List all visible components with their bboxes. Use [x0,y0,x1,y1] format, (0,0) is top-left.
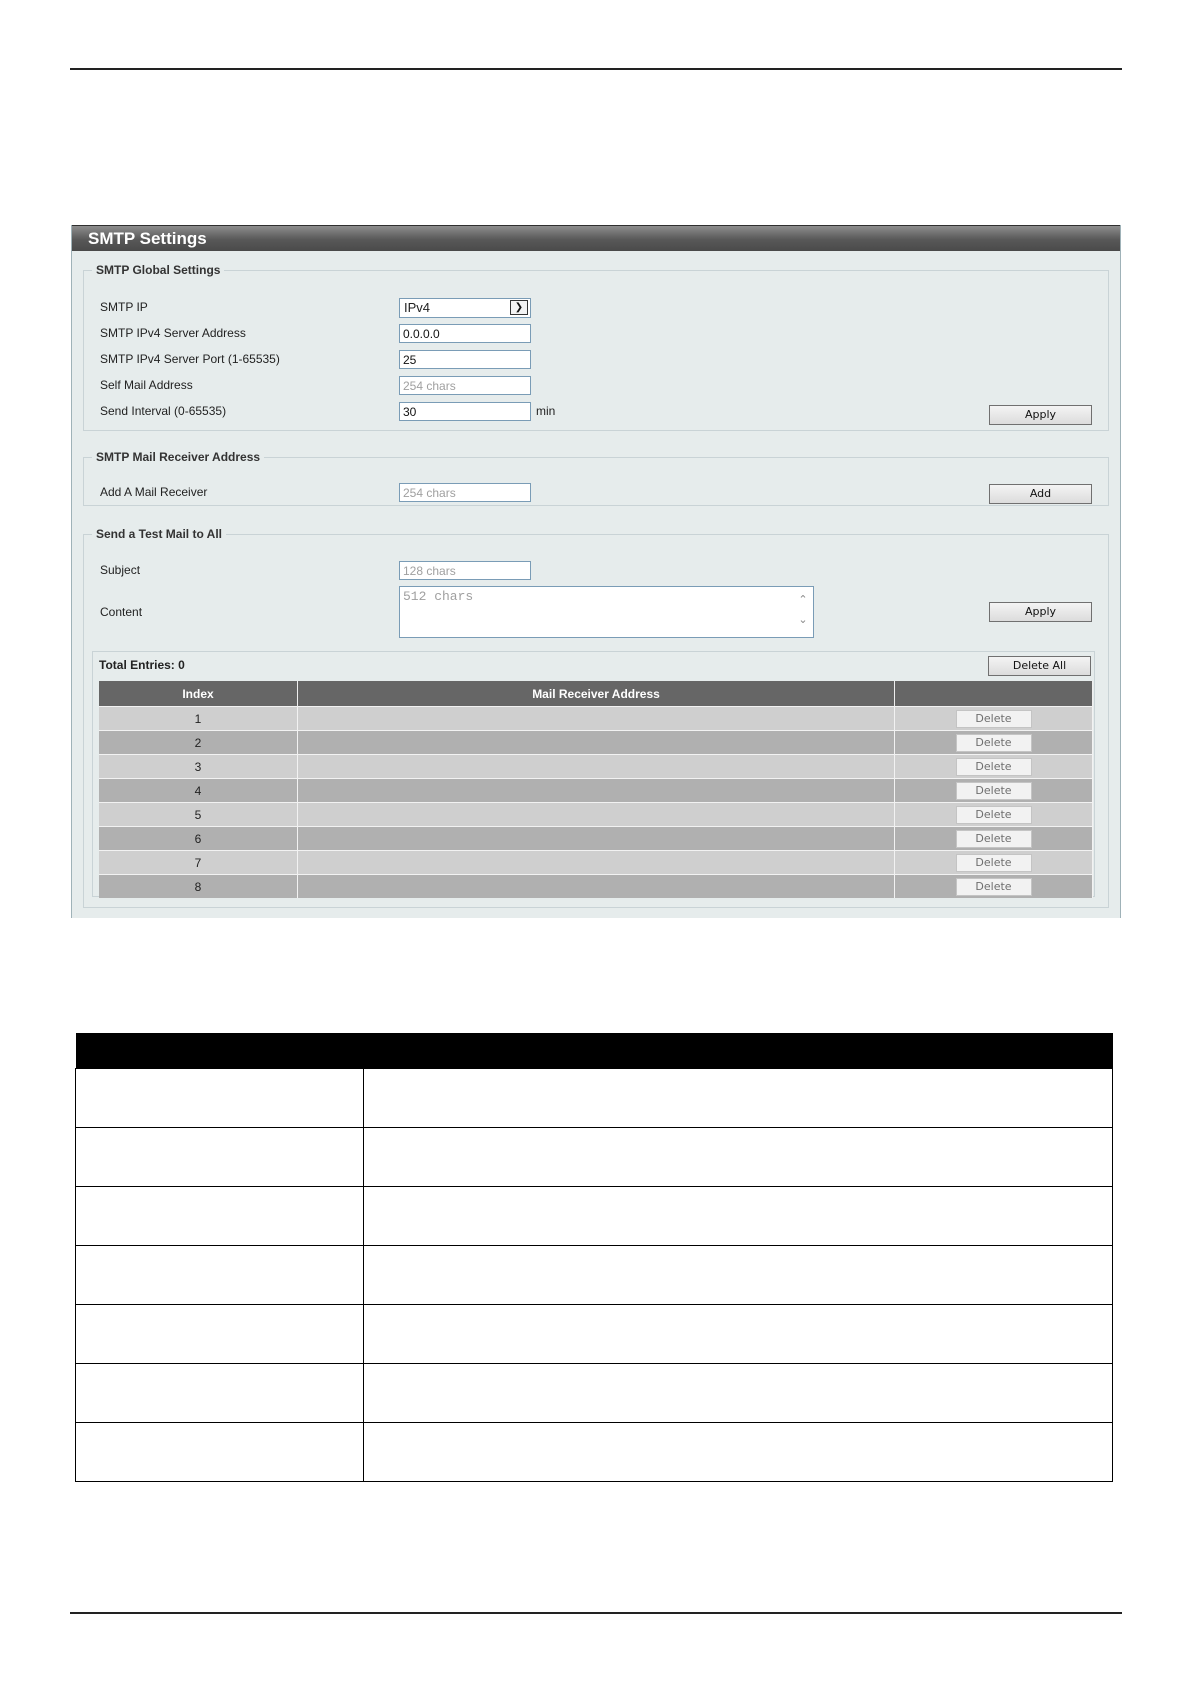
self-mail-label: Self Mail Address [100,378,193,392]
description-cell [364,1305,1113,1364]
description-cell [364,1364,1113,1423]
delete-button[interactable]: Delete [956,782,1032,800]
add-receiver-button[interactable]: Add [989,484,1092,504]
server-port-label: SMTP IPv4 Server Port (1-65535) [100,352,280,366]
chevron-up-icon[interactable]: ⌃ [798,594,808,606]
delete-all-button[interactable]: Delete All [988,656,1091,676]
self-mail-input[interactable] [399,376,531,395]
row-action-cell [895,707,1093,731]
panel-title: SMTP Settings [72,225,1120,251]
delete-button[interactable]: Delete [956,878,1032,896]
row-address [298,803,895,827]
global-apply-button[interactable]: Apply [989,405,1092,425]
row-address [298,755,895,779]
delete-button[interactable]: Delete [956,830,1032,848]
send-interval-input[interactable] [399,402,531,421]
description-cell [76,1128,364,1187]
column-header-address: Mail Receiver Address [298,681,895,707]
description-cell [76,1305,364,1364]
row-index: 3 [99,755,298,779]
content-label: Content [100,605,143,619]
delete-button[interactable]: Delete [956,854,1032,872]
top-rule [70,68,1122,70]
row-action-cell [895,803,1093,827]
row-address [298,851,895,875]
row-action-cell [895,851,1093,875]
description-cell [364,1246,1113,1305]
subject-label: Subject [100,563,141,577]
table-row [99,803,1093,827]
delete-button[interactable]: Delete [956,758,1032,776]
add-receiver-label: Add A Mail Receiver [100,485,208,499]
description-cell [364,1128,1113,1187]
smtp-global-settings-legend: SMTP Global Settings [96,263,221,277]
description-table [75,1033,1113,1482]
row-index: 5 [99,803,298,827]
row-action-cell [895,779,1093,803]
table-row [99,851,1093,875]
send-interval-label: Send Interval (0-65535) [100,404,227,418]
smtp-global-settings-group [83,263,1109,431]
row-index: 7 [99,851,298,875]
bottom-rule [70,1612,1122,1614]
description-cell [76,1246,364,1305]
server-port-input[interactable] [399,350,531,369]
description-row [76,1305,1113,1364]
row-action-cell [895,827,1093,851]
subject-input[interactable] [399,561,531,580]
description-cell [364,1187,1113,1246]
row-address [298,707,895,731]
test-mail-legend: Send a Test Mail to All [96,527,223,541]
table-row [99,875,1093,899]
column-header-action [895,681,1093,707]
row-action-cell [895,755,1093,779]
smtp-ip-select[interactable] [399,298,531,318]
smtp-ip-label: SMTP IP [100,300,148,314]
server-address-input[interactable] [399,324,531,343]
description-row [76,1246,1113,1305]
mail-receiver-table [99,681,1093,898]
row-action-cell [895,731,1093,755]
row-index: 8 [99,875,298,899]
server-address-label: SMTP IPv4 Server Address [100,326,246,340]
mail-receiver-group [83,450,1109,506]
table-header-row [99,681,1093,707]
row-index: 2 [99,731,298,755]
row-index: 1 [99,707,298,731]
table-row [99,827,1093,851]
chevron-down-icon[interactable]: ⌄ [798,614,808,626]
description-cell [364,1069,1113,1128]
row-address [298,779,895,803]
mail-receiver-legend: SMTP Mail Receiver Address [96,450,261,464]
content-textarea[interactable] [399,586,814,638]
description-row [76,1423,1113,1482]
smtp-ip-selected-value: IPv4 [404,300,431,315]
row-address [298,731,895,755]
description-cell [364,1423,1113,1482]
row-index: 4 [99,779,298,803]
description-row [76,1069,1113,1128]
description-row [76,1128,1113,1187]
add-receiver-input[interactable] [399,483,531,502]
total-entries: Total Entries: 0 [99,658,185,672]
description-header-parameter [76,1033,364,1069]
description-header-description [364,1033,1113,1069]
description-cell [76,1187,364,1246]
description-cell [76,1069,364,1128]
description-row [76,1187,1113,1246]
table-row [99,707,1093,731]
table-row [99,755,1093,779]
delete-button[interactable]: Delete [956,806,1032,824]
row-action-cell [895,875,1093,899]
row-index: 6 [99,827,298,851]
description-cell [76,1364,364,1423]
description-cell [76,1423,364,1482]
chevron-down-icon[interactable]: ❯ [510,300,528,315]
content-scrollbar[interactable] [795,587,811,637]
description-row [76,1364,1113,1423]
table-row [99,731,1093,755]
table-row [99,779,1093,803]
column-header-index: Index [99,681,298,707]
row-address [298,827,895,851]
test-mail-apply-button[interactable]: Apply [989,602,1092,622]
delete-button[interactable]: Delete [956,734,1032,752]
send-interval-unit: min [536,404,556,418]
delete-button[interactable]: Delete [956,710,1032,728]
row-address [298,875,895,899]
description-header-row [76,1033,1113,1069]
